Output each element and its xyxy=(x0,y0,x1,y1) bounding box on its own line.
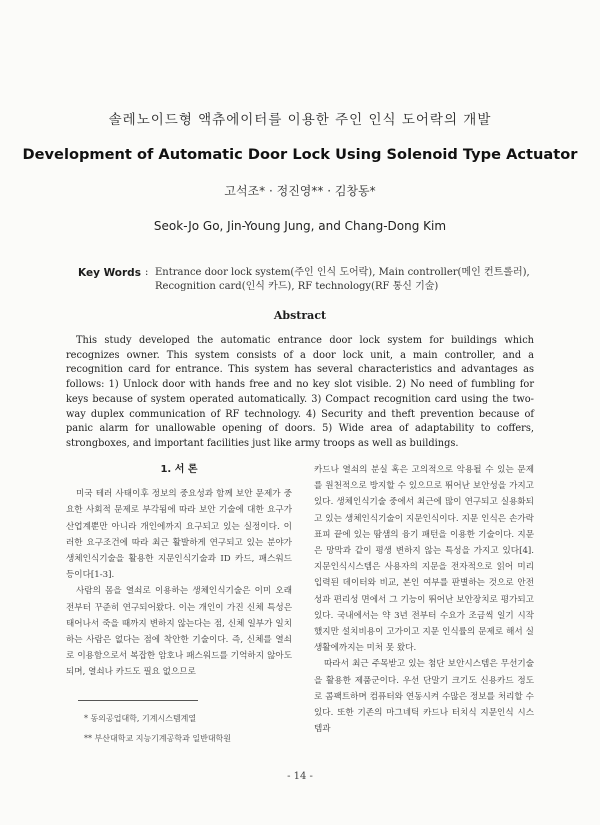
footnote-rule xyxy=(78,700,198,701)
authors-korean: 고석조* · 정진영** · 김창동* xyxy=(224,184,376,198)
intro-paragraph-2: 사람의 몸을 열쇠로 이용하는 생체인식기술은 이미 오래 전부터 꾸준히 연구되어왔다. 이는 개인이 가진 신체 특성은 태어나서 죽을 때까지 변하지 않는다는 점, 신체 일부가 일치하는 사람은 없다는 점에 착안한 기술이다. 즉, 신체를 열쇠로 이용함으로서 복잡한 암호나 패스워드를 기억하지 않아도 되며, 열쇠나 카드도 필요 없으므로 xyxy=(66,586,292,678)
title-english: Development of Automatic Door Lock Using Solenoid Type Actuator xyxy=(22,146,578,163)
keywords-text: Entrance door lock system(주인 인식 도어락), Main controller(메인 컨트롤러), Recognition card(인식 카드), RF technology(RF 통신 기술) xyxy=(155,267,530,292)
left-column xyxy=(66,462,292,681)
keywords-label: Key Words xyxy=(78,267,141,279)
title-korean: 솔레노이드형 액츄에이터를 이용한 주인 인식 도어락의 개발 xyxy=(108,112,492,128)
page-number: - 14 - xyxy=(287,771,313,782)
abstract-body xyxy=(66,334,534,452)
footnote-2: ** 부산대학교 지능기계공학과 일반대학원 xyxy=(84,734,232,743)
right-paragraph-2: 따라서 최근 주목받고 있는 첨단 보안시스템은 무선기술을 활용한 제품군이다. 우선 단말기 크기도 신용카드 정도로 콤팩트하며 컴퓨터와 연동시켜 수많은 정보를 처리할 수 있다. 또한 기존의 마그네틱 카드나 터치식 지문인식 시스템과 xyxy=(314,659,534,735)
abstract-heading: Abstract xyxy=(273,309,327,322)
abstract-text: This study developed the automatic entrance door lock system for buildings which recognizes owner. This system consists of a door lock unit, a main controller, and a recognition card for entrance. This system has several characteristics and advantages as follows: 1) Unlock door with hands free and no key slot visible. 2) No need of fumbling for keys because of system operated automatically. 3) Compact recognition card using the two-way duplex communication of RF technology. 4) Security and theft prevention because of panic alarm for unallowable opening of doors. 5) Wide area of adaptability to coffers, strongboxes, and important facilities just like army troops as well as buildings. xyxy=(66,335,534,449)
right-column xyxy=(314,462,534,737)
footnote-1: * 동의공업대학, 기계시스템계열 xyxy=(84,714,197,723)
right-paragraph-1: 카드나 열쇠의 분실 혹은 고의적으로 악용될 수 있는 문제를 원천적으로 방지할 수 있으므로 뛰어난 보안성을 가지고 있다. 생체인식기술 중에서 최근에 많이 연구되고 실용화되고 있는 생체인식기술이 지문인식이다. 지문 인식은 손가락 표피 끝에 있는 땀샘의 융기 패턴을 이용한 기술이다. 지문은 망막과 같이 평생 변하지 않는 특성을 가지고 있다[4]. 지문인식시스템은 사용자의 지문을 전자적으로 읽어 미리 입력된 데이터와 비교, 본인 여부를 판별하는 것으로 안전성과 편리성 면에서 그 기능이 뛰어난 보안장치로 평가되고 있다. 국내에서는 약 3년 전부터 수요가 조금씩 일기 시작했지만 설치비용이 고가이고 지문 인식률의 문제로 해서 실생활에까지는 미처 못 왔다. xyxy=(314,465,534,654)
intro-paragraph-1: 미국 테러 사태이후 정보의 중요성과 함께 보안 문제가 중요한 사회적 문제로 부각됨에 따라 보안 기술에 대한 요구가 산업계뿐만 아니라 개인에까지 요구되고 있는 실정이다. 이러한 요구조건에 따라 최근 활발하게 연구되고 있는 분야가 생체인식기술을 활용한 지문인식기술과 ID 카드, 패스워드 등이다[1-3]. xyxy=(66,489,292,581)
section-heading-introduction: 1. 서 론 xyxy=(160,464,198,475)
keywords-colon: : xyxy=(145,267,149,278)
authors-english: Seok-Jo Go, Jin-Young Jung, and Chang-Dong Kim xyxy=(153,219,447,233)
